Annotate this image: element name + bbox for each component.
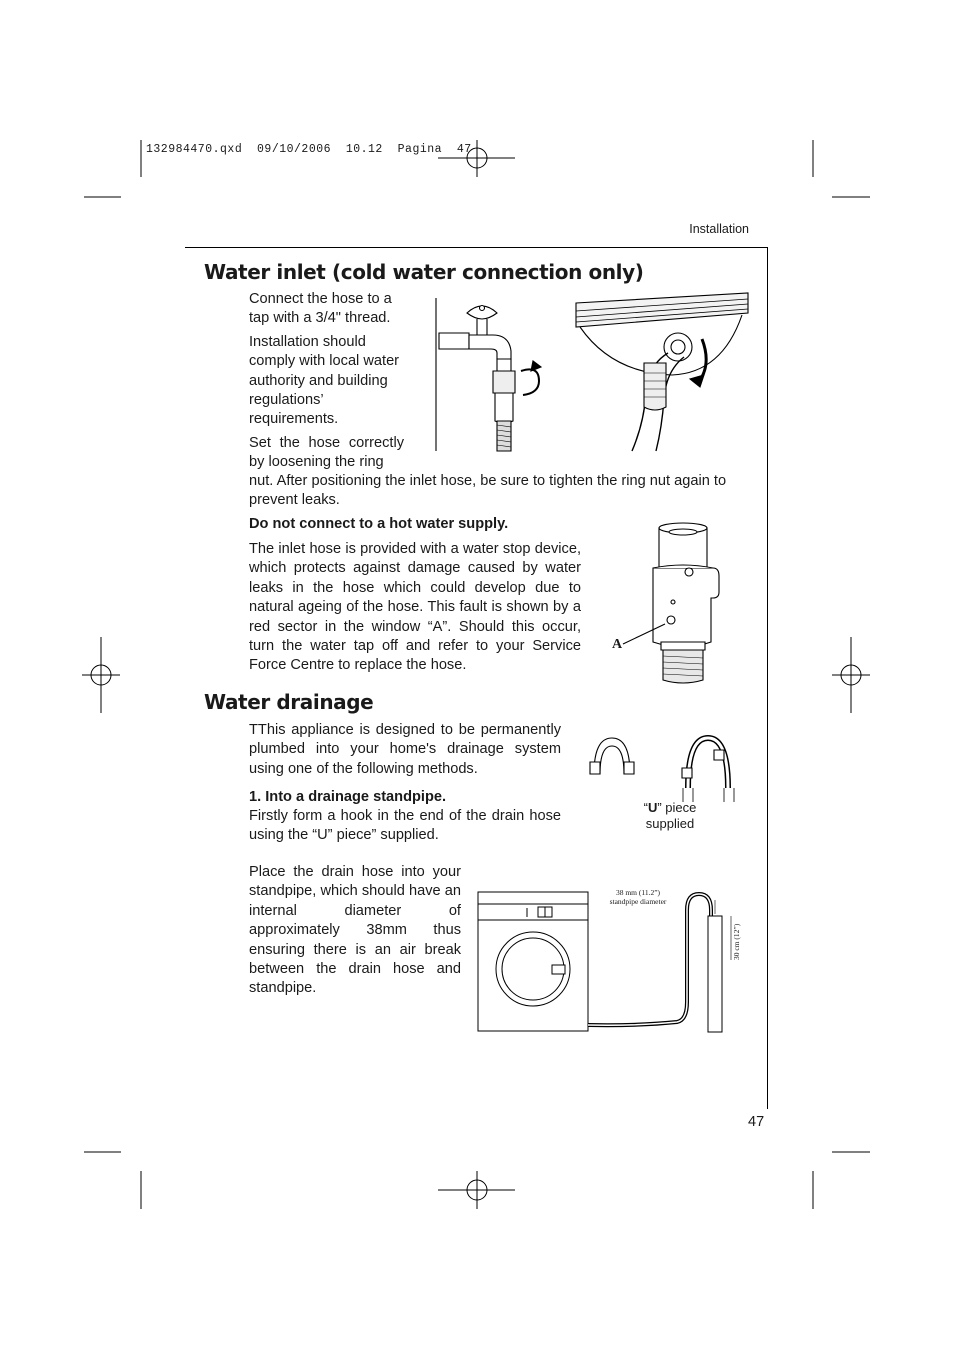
header-rule [185, 247, 768, 248]
standpipe-diameter-label: 38 mm (11.2”) standpipe diameter [609, 888, 667, 906]
water-stop-paragraph: The inlet hose is provided with a water stop device, which protects against damage caused by water leaks in the hose which could develop due to natural ageing of the hose. This fault is shown by a red sector in the window “A”. Should this occur, turn the water tap off and refer to your Service Force Centre to replace the hose. [249, 541, 581, 674]
drainage-heading: Water drainage [204, 690, 374, 714]
section-label: Installation [689, 222, 749, 236]
window-a-label: A [612, 637, 623, 652]
hot-water-warning: Do not connect to a hot water supply. [249, 516, 509, 532]
u-piece-rest: ” piece [657, 800, 697, 815]
u-piece-supplied: supplied [645, 816, 695, 831]
inlet-intro [249, 290, 409, 473]
u-piece-caption [628, 800, 712, 832]
inlet-paragraph-3-continued: nut. After positioning the inlet hose, be sure to tighten the ring nut again to prevent leaks. [249, 473, 727, 509]
page-number: 47 [748, 1114, 765, 1130]
water-stop-device-illustration [625, 520, 735, 685]
u-piece-letter: U [647, 800, 658, 815]
print-slug: 132984470.qxd 09/10/2006 10.12 Pagina 47 [146, 143, 472, 156]
machine-inlet-illustration [572, 293, 752, 453]
method-1-title: 1. Into a drainage standpipe. [249, 789, 447, 805]
inlet-paragraph-1: Connect the hose to a tap with a 3/4" thread. [249, 291, 392, 327]
inlet-paragraph-3-start: Set the hose correctly by loosening the ring [249, 434, 404, 471]
method-1-text: Firstly form a hook in the end of the drain hose using the “U” piece” supplied. [249, 808, 561, 844]
standpipe-height-label: 30 cm (12”) [732, 923, 741, 960]
standpipe-paragraph: Place the drain hose into your standpipe, which should have an internal diameter of approximately 38mm thus ensuring there is an air break between the drain hose and standpipe. [249, 864, 461, 997]
inlet-heading: Water inlet (cold water connection only) [204, 260, 644, 284]
inlet-paragraph-2: Installation should comply with local water authority and building regulations’ requirements. [249, 333, 400, 428]
right-margin-rule [767, 247, 768, 1109]
u-piece-quote: “ [643, 800, 648, 815]
tap-connection-illustration [433, 293, 573, 453]
drainage-intro: TThis appliance is designed to be permanently plumbed into your home's drainage system using one of the following methods. [249, 722, 561, 777]
